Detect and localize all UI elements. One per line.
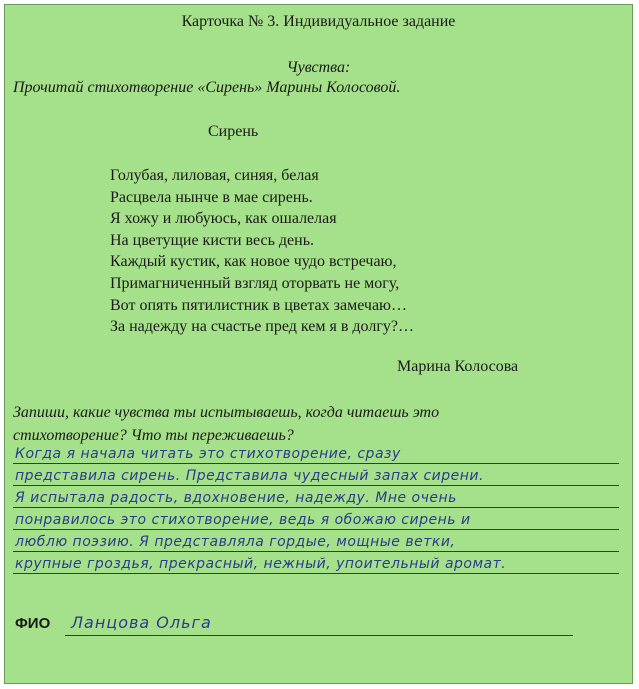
card-title: Карточка № 3. Индивидуальное задание [181, 13, 456, 30]
answer-line: люблю поэзию. Я представляла гордые, мощные ветки, [15, 534, 456, 550]
fio-value: Ланцова Ольга [71, 613, 212, 632]
poem-line: Я хожу и любуюсь, как ошалелая [110, 210, 337, 228]
poem-line: За надежду на счастье пред кем я в долгу?… [110, 318, 414, 336]
answer-line: крупные гроздья, прекрасный, нежный, упоительный аромат. [15, 556, 507, 572]
answer-line: понравилось это стихотворение, ведь я обожаю сирень и [15, 512, 471, 528]
poem-title: Сирень [208, 123, 259, 140]
poem-line: Расцвела нынче в мае сирень. [110, 188, 313, 206]
section-title: Чувства: [286, 59, 351, 76]
fio-label: ФИО [15, 615, 51, 632]
poem-line: Голубая, лиловая, синяя, белая [110, 167, 319, 184]
question-line: Запиши, какие чувства ты испытываешь, когда читаешь это [13, 404, 440, 421]
poem-line: Каждый кустик, как новое чудо встречаю, [110, 253, 397, 271]
question-prompt [13, 401, 439, 447]
question-line: стихотворение? Что ты переживаешь? [13, 427, 294, 444]
answer-line: Когда я начала читать это стихотворение, сразу [15, 446, 401, 462]
instruction-text: Прочитай стихотворение «Сирень» Марины Колосовой. [13, 79, 401, 96]
task-card [4, 4, 633, 684]
fio-underline [65, 635, 573, 636]
poem-line: На цветущие кисти весь день. [110, 231, 314, 249]
handwritten-answer [15, 443, 615, 575]
poem-author: Марина Колосова [397, 358, 519, 375]
poem-line: Примагниченный взгляд оторвать не могу, [110, 274, 400, 292]
answer-line: Я испытала радость, вдохновение, надежду. Мне очень [15, 490, 457, 506]
answer-line: представила сирень. Представила чудесный запах сирени. [15, 468, 484, 484]
poem-line: Вот опять пятилистник в цветах замечаю… [110, 296, 407, 314]
poem-body [110, 165, 414, 338]
